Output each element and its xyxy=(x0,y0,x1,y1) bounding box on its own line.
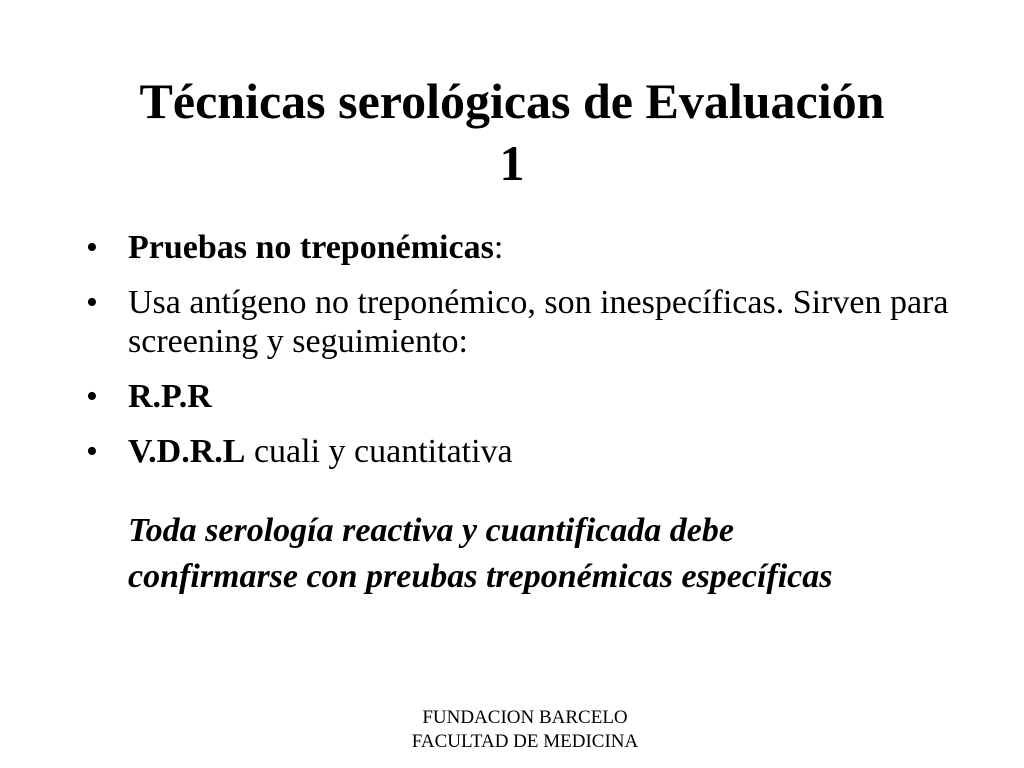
bullet-bold-text: V.D.R.L xyxy=(128,433,246,470)
title-line-1: Técnicas serológicas de Evaluación xyxy=(139,73,885,129)
slide-title xyxy=(40,70,984,194)
bullet-marker: • xyxy=(86,378,98,415)
title-line-2: 1 xyxy=(499,135,525,191)
bullet-text: : xyxy=(493,229,504,266)
highlight-note: Toda serología reactiva y cuantificada debe confirmarse con preubas treponémicas específicas xyxy=(128,512,833,595)
bullet-bold-text: R.P.R xyxy=(128,378,212,415)
bullet-marker: • xyxy=(86,284,98,321)
footer-line-1: FUNDACION BARCELO xyxy=(422,707,628,728)
bullet-item xyxy=(80,377,960,416)
bullet-item xyxy=(80,283,960,361)
bullet-text: cuali y cuantitativa xyxy=(245,433,513,470)
bullet-list xyxy=(80,228,960,487)
bullet-item xyxy=(80,228,960,267)
bullet-marker: • xyxy=(86,229,98,266)
bullet-item xyxy=(80,432,960,471)
footer xyxy=(370,706,680,754)
bullet-marker: • xyxy=(86,433,98,470)
bullet-text: Usa antígeno no treponémico, son inespecíficas. Sirven para screening y seguimiento: xyxy=(128,284,949,360)
footer-line-2: FACULTAD DE MEDICINA xyxy=(411,731,639,752)
bullet-bold-text: Pruebas no treponémicas xyxy=(128,229,494,266)
